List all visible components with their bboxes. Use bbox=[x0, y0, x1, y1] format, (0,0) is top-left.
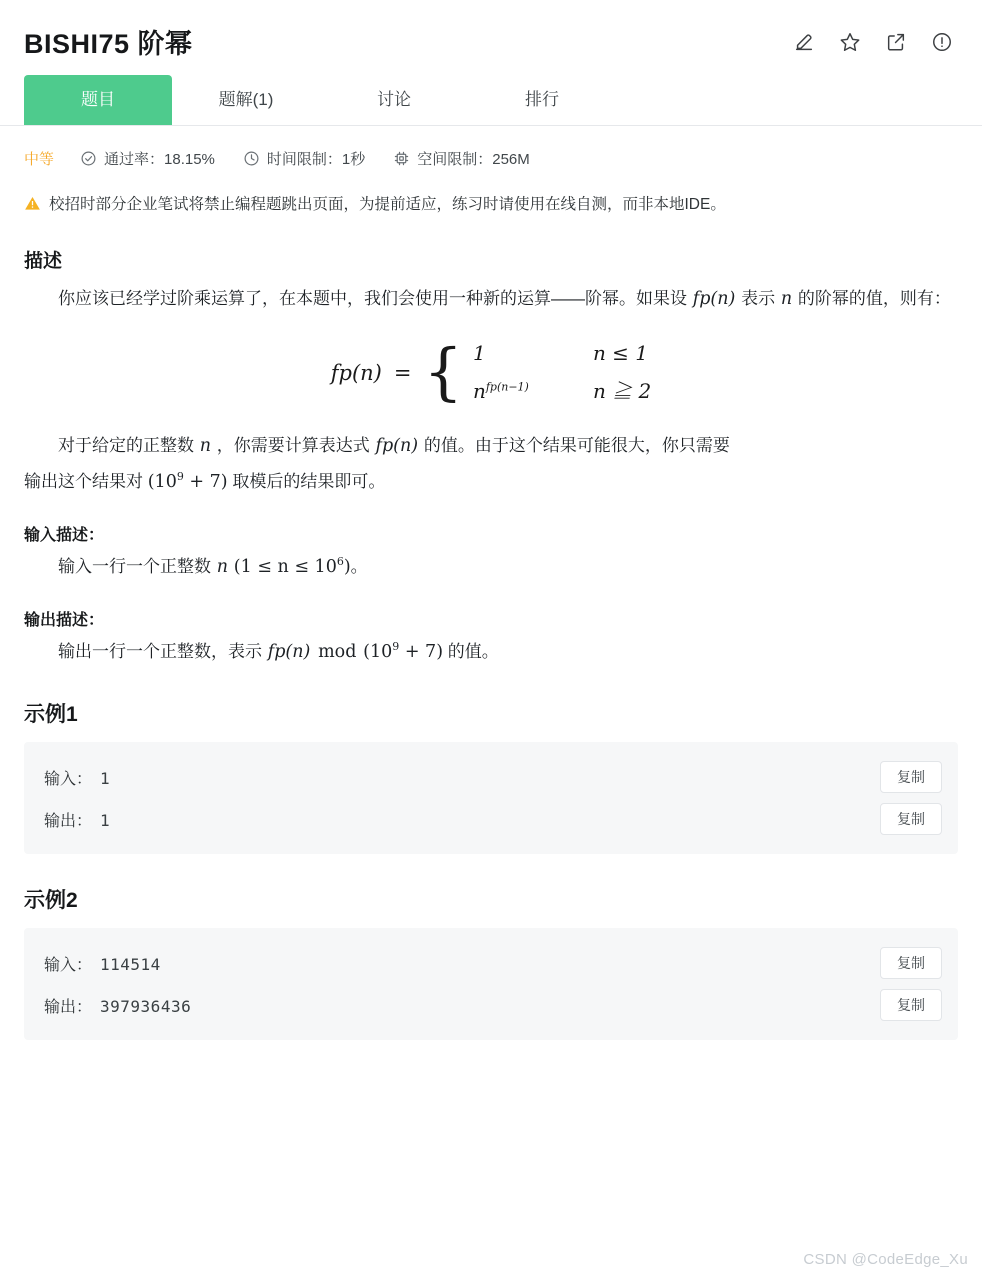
input-text-a: 输入一行一个正整数 bbox=[58, 557, 211, 576]
edit-icon[interactable] bbox=[792, 30, 816, 54]
example-1-input-value: 1 bbox=[100, 768, 111, 788]
example-2-input-value: 114514 bbox=[100, 954, 161, 974]
example-2-output-value: 397936436 bbox=[100, 996, 192, 1016]
warning-icon bbox=[24, 195, 41, 220]
input-description-heading: 输入描述： bbox=[24, 527, 105, 544]
description-p2-e: 取模后的结果即可。 bbox=[232, 472, 386, 491]
copy-button-example2-output[interactable]: 复制 bbox=[880, 989, 942, 1021]
formula-lhs: fp(n) bbox=[330, 360, 382, 385]
page-header bbox=[0, 0, 982, 75]
input-description-text bbox=[24, 551, 958, 583]
example-2-heading: 示例2 bbox=[24, 889, 78, 912]
formula-case2-value: $n^{fp(n-1)}$ bbox=[472, 379, 529, 403]
watermark: CSDN @CodeEdge_Xu bbox=[803, 1251, 968, 1268]
page-title: BISHI75 阶幂 bbox=[24, 29, 193, 59]
copy-button-example1-input[interactable]: 复制 bbox=[880, 761, 942, 793]
example-2-box bbox=[24, 928, 958, 1040]
example-1-box bbox=[24, 742, 958, 854]
math-mod-value: $(10^9 + 7)$ bbox=[147, 470, 228, 492]
math-mod-op: mod bbox=[318, 642, 357, 662]
description-p2-b: ，你需要计算表达式 bbox=[216, 436, 370, 455]
example-2-output-row bbox=[44, 984, 942, 1026]
input-text-b: 。 bbox=[350, 557, 368, 576]
description-heading: 描述 bbox=[24, 251, 63, 272]
formula-case2-condition: n ≧ 2 bbox=[592, 379, 652, 403]
math-n-3: n bbox=[216, 557, 229, 577]
tab-discussion[interactable]: 讨论 bbox=[377, 90, 411, 109]
difficulty-badge: 中等 bbox=[24, 151, 55, 168]
math-mod-value-2: $(10^9 + 7)$ bbox=[363, 640, 444, 662]
piecewise-formula bbox=[24, 334, 958, 408]
description-p1-prefix: 你应该已经学过阶乘运算了，在本题中，我们会使用一种新的运算——阶幂。如果设 bbox=[58, 289, 687, 308]
example-1-heading: 示例1 bbox=[24, 703, 78, 726]
output-text-a: 输出一行一个正整数，表示 bbox=[58, 642, 262, 661]
tab-solutions[interactable]: 题解(1) bbox=[218, 90, 274, 109]
time-limit bbox=[243, 148, 365, 169]
formula-case1-value: 1 bbox=[472, 341, 486, 365]
description-paragraph-3 bbox=[24, 466, 958, 498]
share-icon[interactable] bbox=[884, 30, 908, 54]
output-description-heading: 输出描述： bbox=[24, 612, 105, 629]
formula-case-1 bbox=[473, 341, 651, 365]
example-2-input-row bbox=[44, 942, 942, 984]
example-2-input-label: 输入： bbox=[44, 956, 93, 974]
description-p2-c: 的值。由于这个结果可能很大，你只需要 bbox=[423, 436, 730, 455]
copy-button-example1-output[interactable]: 复制 bbox=[880, 803, 942, 835]
formula-case-2 bbox=[473, 375, 651, 404]
math-fp-n-2: fp(n) bbox=[375, 436, 419, 456]
clock-icon bbox=[243, 150, 260, 167]
memory-limit bbox=[393, 148, 530, 169]
exam-notice-text: 校招时部分企业笔试将禁止编程题跳出页面，为提前适应，练习时请使用在线自测，而非本地IDE。 bbox=[49, 196, 726, 213]
description-p1-mid: 表示 bbox=[741, 289, 776, 308]
pass-rate bbox=[80, 148, 215, 169]
problem-meta bbox=[0, 126, 982, 179]
info-icon[interactable] bbox=[930, 30, 954, 54]
memory-limit-label: 空间限制：256M bbox=[417, 151, 530, 168]
example-1-input-label: 输入： bbox=[44, 770, 93, 788]
output-text-b: 的值。 bbox=[447, 642, 499, 661]
math-fp-n-3: fp(n) bbox=[267, 642, 311, 662]
exam-notice bbox=[0, 179, 982, 224]
description-p2-d: 输出这个结果对 bbox=[24, 472, 143, 491]
formula-case1-condition: n ≤ 1 bbox=[592, 341, 649, 365]
example-2-output-label: 输出： bbox=[44, 998, 93, 1016]
math-n-2: n bbox=[199, 436, 212, 456]
math-n: n bbox=[780, 289, 793, 309]
time-limit-label: 时间限制：1秒 bbox=[266, 151, 366, 168]
description-p1-suffix: 的阶幂的值，则有： bbox=[797, 289, 951, 308]
description-p2-a: 对于给定的正整数 bbox=[58, 436, 194, 455]
math-fp-n: fp(n) bbox=[692, 289, 736, 309]
copy-button-example2-input[interactable]: 复制 bbox=[880, 947, 942, 979]
tab-ranking[interactable]: 排行 bbox=[525, 90, 559, 109]
example-1-output-row bbox=[44, 798, 942, 840]
header-actions bbox=[792, 30, 958, 54]
pass-rate-label: 通过率：18.15% bbox=[104, 151, 215, 168]
brace-icon: { bbox=[423, 334, 463, 408]
chip-icon bbox=[393, 150, 410, 167]
tab-bar bbox=[0, 75, 982, 126]
output-description-text bbox=[24, 636, 958, 668]
check-circle-icon bbox=[80, 150, 97, 167]
star-icon[interactable] bbox=[838, 30, 862, 54]
description-paragraph-2 bbox=[24, 430, 958, 462]
example-1-output-label: 输出： bbox=[44, 812, 93, 830]
example-1-output-value: 1 bbox=[100, 810, 111, 830]
math-n-range: $(1 \le n \le 10^6)$ bbox=[233, 555, 351, 577]
formula-equals: = bbox=[393, 360, 412, 385]
description-paragraph-1 bbox=[24, 283, 958, 315]
example-1-input-row bbox=[44, 756, 942, 798]
tab-problem[interactable]: 题目 bbox=[24, 75, 172, 125]
problem-content bbox=[0, 246, 982, 1050]
